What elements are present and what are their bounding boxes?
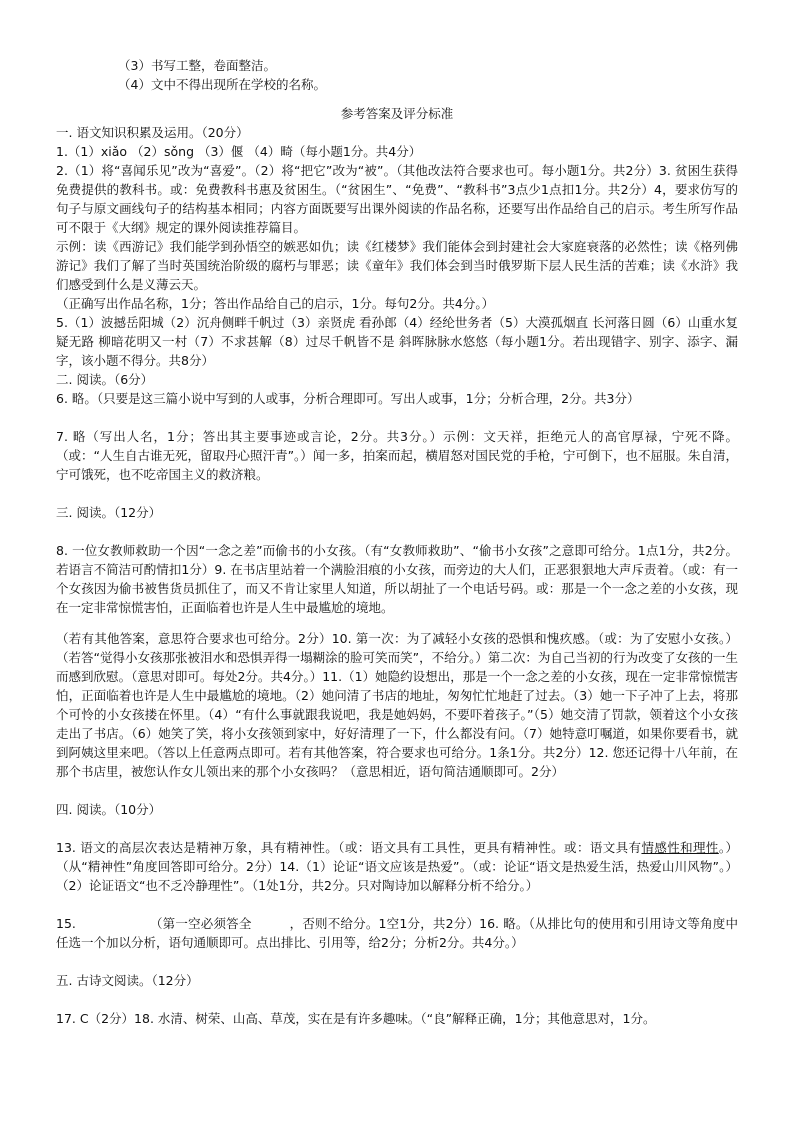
requirement-3: （3）书写工整，卷面整洁。 [118,58,276,73]
answer-q4-scoring: （正确写出作品名称，1分；答出作品给自己的启示，1分。每句2分。共4分。） [56,296,495,311]
section-5 [56,971,738,1028]
section-4 [56,800,738,952]
answer-q2-q4: 2.（1）将“喜闻乐见”改为“喜爱”。（2）将“把它”改为“被”。（其他改法符合要求也可。每小题1分。共2分）3. 贫困生获得免费提供的教科书。或：免费教科书惠及贫困生。（“贫困生”、“免费”、“教科书”3点少1点扣1分。共2分）4，要求仿写的句子与原文画线句子的结构基本相同；内容方面既要写出课外阅读的作品名称，还要写出作品给自己的启示。考生所写作品可不限于《大纲》规定的课外阅读推荐篇目。 [56,163,738,235]
section-4-heading: 四. 阅读。（10分） [56,802,162,817]
section-1 [56,123,738,370]
section-3 [56,503,738,781]
requirement-4: （4）文中不得出现所在学校的名称。 [118,77,326,92]
answer-q15-q16: 15. （第一空必须答全 ，否则不给分。1空1分，共2分）16. 略。（从排比句的使用和引用诗文等角度中任选一个加以分析，语句通顺即可。点出排比、引用等，给2分；分析2分。共4分。） [56,916,738,950]
page-title: 参考答案及评分标准 [340,106,454,121]
requirements [56,56,738,94]
section-5-heading: 五. 古诗文阅读。（12分） [56,973,199,988]
answer-q1: 1.（1）xiǎo （2）sǒng （3）偃 （4）畸（每小题1分。共4分） [56,144,422,159]
answer-q5: 5.（1）波撼岳阳城（2）沉舟侧畔千帆过（3）亲贤虎 看孙郎（4）经纶世务者（5）大漠孤烟直 长河落日圆（6）山重水复疑无路 柳暗花明又一村（7）不求甚解（8）过尽千帆皆不是 斜晖脉脉水悠悠（每小题1分。若出现错字、别字、添字、漏字，该小题不得分。共8分） [56,315,738,368]
answer-q13-q14: 13. 语文的高层次表达是精神万象，具有精神性。（或：语文具有工具性，更具有精神性。或：语文具有情感性和理性。）（从“精神性”角度回答即可给分。2分）14.（1）论证“语文应该是热爱”。（或：论证“语文是热爱生活，热爱山川风物”。）（2）论证语文“也不乏冷静理性”。（1处1分，共2分。只对陶诗加以解释分析不给分。） [56,840,738,893]
section-1-heading: 一. 语文知识积累及运用。（20分） [56,125,249,140]
answer-q6: 6. 略。（只要是这三篇小说中写到的人或事，分析合理即可。写出人或事，1分；分析合理，2分。共3分） [56,391,640,406]
answer-q8-q9: 8. 一位女教师救助一个因“一念之差”而偷书的小女孩。（有“女教师救助”、“偷书小女孩”之意即可给分。1点1分，共2分。若语言不简洁可酌情扣1分）9. 在书店里站着一个满脸泪痕的小女孩，而旁边的大人们，正恶狠狠地大声斥责着。（或：有一个女孩因为偷书被售货员抓住了，而又不肯让家里人知道，所以胡扯了一个电话号码。或：那是一个一念之差的小女孩，现在一定非常惊慌害怕，正面临着也许是人生中最尴尬的境地。 [56,543,738,615]
section-2 [56,370,738,484]
answer-q7: 7. 略（写出人名，1分；答出其主要事迹或言论，2分。共3分。）示例：文天祥，拒绝元人的高官厚禄，宁死不降。（或：“人生自古谁无死，留取丹心照汗青”。）闻一多，拍案而起，横眉怒对国民党的手枪，宁可倒下，也不屈服。朱自清，宁可饿死，也不吃帝国主义的救济粮。 [56,429,738,482]
section-3-heading: 三. 阅读。（12分） [56,505,162,520]
answer-q4-example: 示例：读《西游记》我们能学到孙悟空的嫉恶如仇；读《红楼梦》我们能体会到封建社会大家庭衰落的必然性；读《格列佛游记》我们了解了当时英国统治阶级的腐朽与罪恶；读《童年》我们体会到当时俄罗斯下层人民生活的苦难；读《水浒》我们感受到什么是义薄云天。 [56,239,738,292]
section-2-heading: 二. 阅读。（6分） [56,372,154,387]
underlined-phrase: 情感性和理性 [641,840,719,855]
answer-q17-q18: 17. C（2分）18. 水清、树荣、山高、草茂，实在是有许多趣味。（“良”解释正确，1分；其他意思对，1分。 [56,1011,656,1026]
answer-q10-q12: （若有其他答案，意思符合要求也可给分。2分）10. 第一次：为了减轻小女孩的恐惧和愧疚感。（或：为了安慰小女孩。）（若答“觉得小女孩那张被泪水和恐惧弄得一塌糊涂的脸可笑而笑”，不给分。）第二次：为自己当初的行为改变了女孩的一生而感到欣慰。（意思对即可。每处2分。共4分。）11.（1）她隐约设想出，那是一个一念之差的小女孩，现在一定非常惊慌害怕，正面临着也许是人生中最尴尬的境地。（2）她问清了书店的地址，匆匆忙忙地赶了过去。（3）她一下子冲了上去，将那个可怜的小女孩搂在怀里。（4）“有什么事就跟我说吧，我是她妈妈，不要吓着孩子。”（5）她交清了罚款，领着这个小女孩走出了书店。（6）她笑了笑，将小女孩领到家中，好好清理了一下，什么都没有问。（7）她特意叮嘱道，如果你要看书，就到阿姨这里来吧。（答以上任意两点即可。若有其他答案，符合要求也可给分。1条1分。共2分）12. 您还记得十八年前，在那个书店里，被您认作女儿领出来的那个小女孩吗？（意思相近，语句简洁通顺即可。2分） [56,631,738,779]
